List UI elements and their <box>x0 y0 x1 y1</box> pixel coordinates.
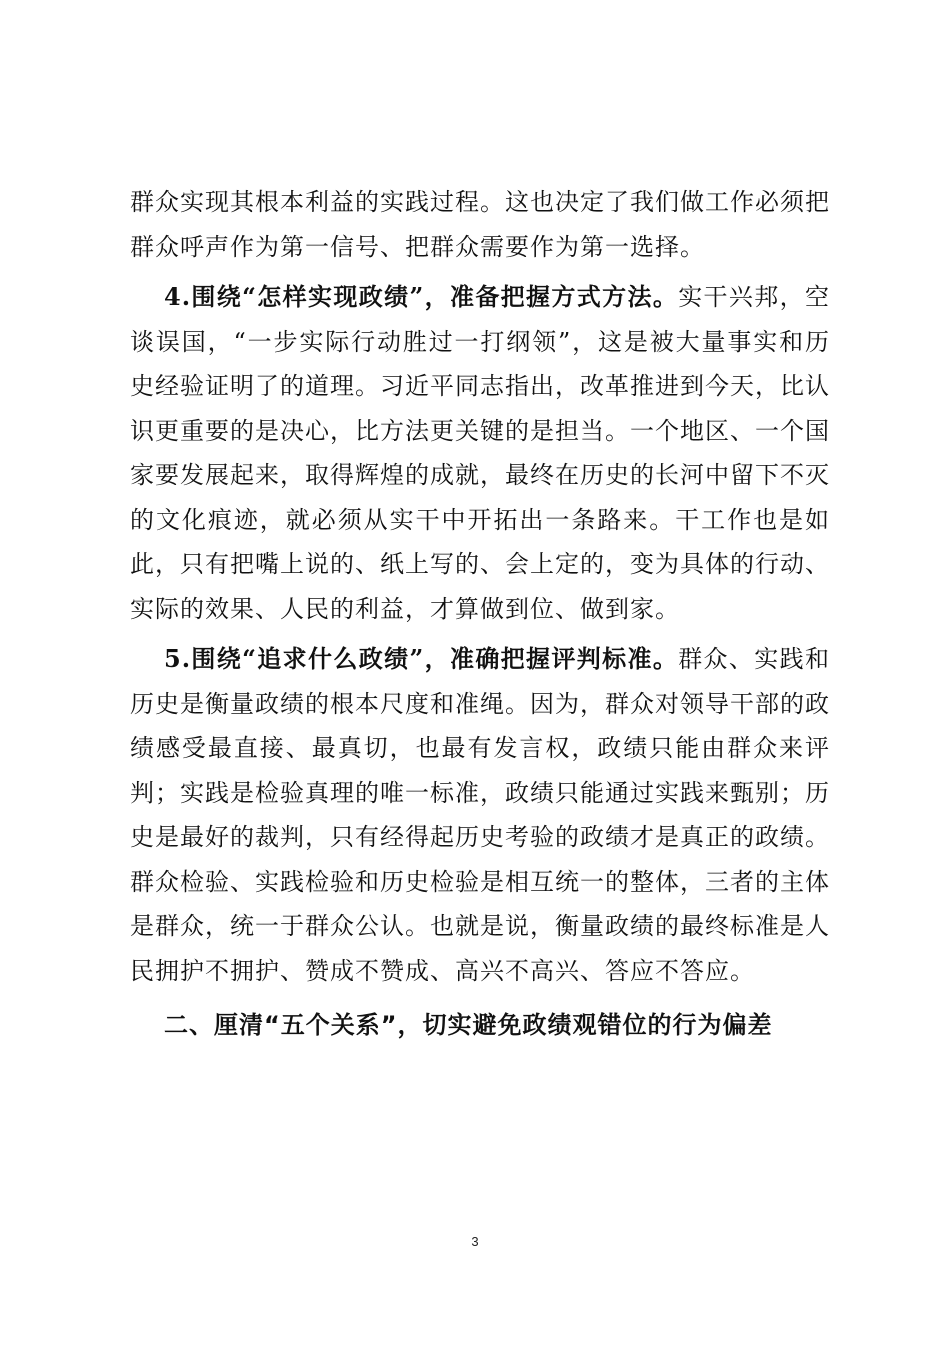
section-heading: 二、厘清“五个关系”，切实避免政绩观错位的行为偏差 <box>164 1011 773 1039</box>
paragraph-1 <box>130 180 830 269</box>
paragraph-3 <box>130 637 830 993</box>
paragraph-1-text: 群众实现其根本利益的实践过程。这也决定了我们做工作必须把群众呼声作为第一信号、把群众需要作为第一选择。 <box>130 188 830 261</box>
paragraph-3-lead: 5.围绕“追求什么政绩”，准确把握评判标准。 <box>164 644 679 673</box>
paragraph-2-text: 实干兴邦，空谈误国，“一步实际行动胜过一打纲领”，这是被大量事实和历史经验证明了的道理。习近平同志指出，改革推进到今天，比认识更重要的是决心，比方法更关键的是担当。一个地区、一个国家要发展起来，取得辉煌的成就，最终在历史的长河中留下不灭的文化痕迹，就必须从实干中开拓出一条路来。干工作也是如此，只有把嘴上说的、纸上写的、会上定的，变为具体的行动、实际的效果、人民的利益，才算做到位、做到家。 <box>130 283 830 623</box>
document-body <box>130 180 830 1048</box>
paragraph-2-lead: 4.围绕“怎样实现政绩”，准备把握方式方法。 <box>164 282 679 311</box>
paragraph-3-text: 群众、实践和历史是衡量政绩的根本尺度和准绳。因为，群众对领导干部的政绩感受最直接、最真切，也最有发言权，政绩只能由群众来评判；实践是检验真理的唯一标准，政绩只能通过实践来甄别；历史是最好的裁判，只有经得起历史考验的政绩才是真正的政绩。群众检验、实践检验和历史检验是相互统一的整体，三者的主体是群众，统一于群众公认。也就是说，衡量政绩的最终标准是人民拥护不拥护、赞成不赞成、高兴不高兴、答应不答应。 <box>130 645 830 985</box>
page-number: 3 <box>471 1234 479 1249</box>
paragraph-2 <box>130 275 830 631</box>
